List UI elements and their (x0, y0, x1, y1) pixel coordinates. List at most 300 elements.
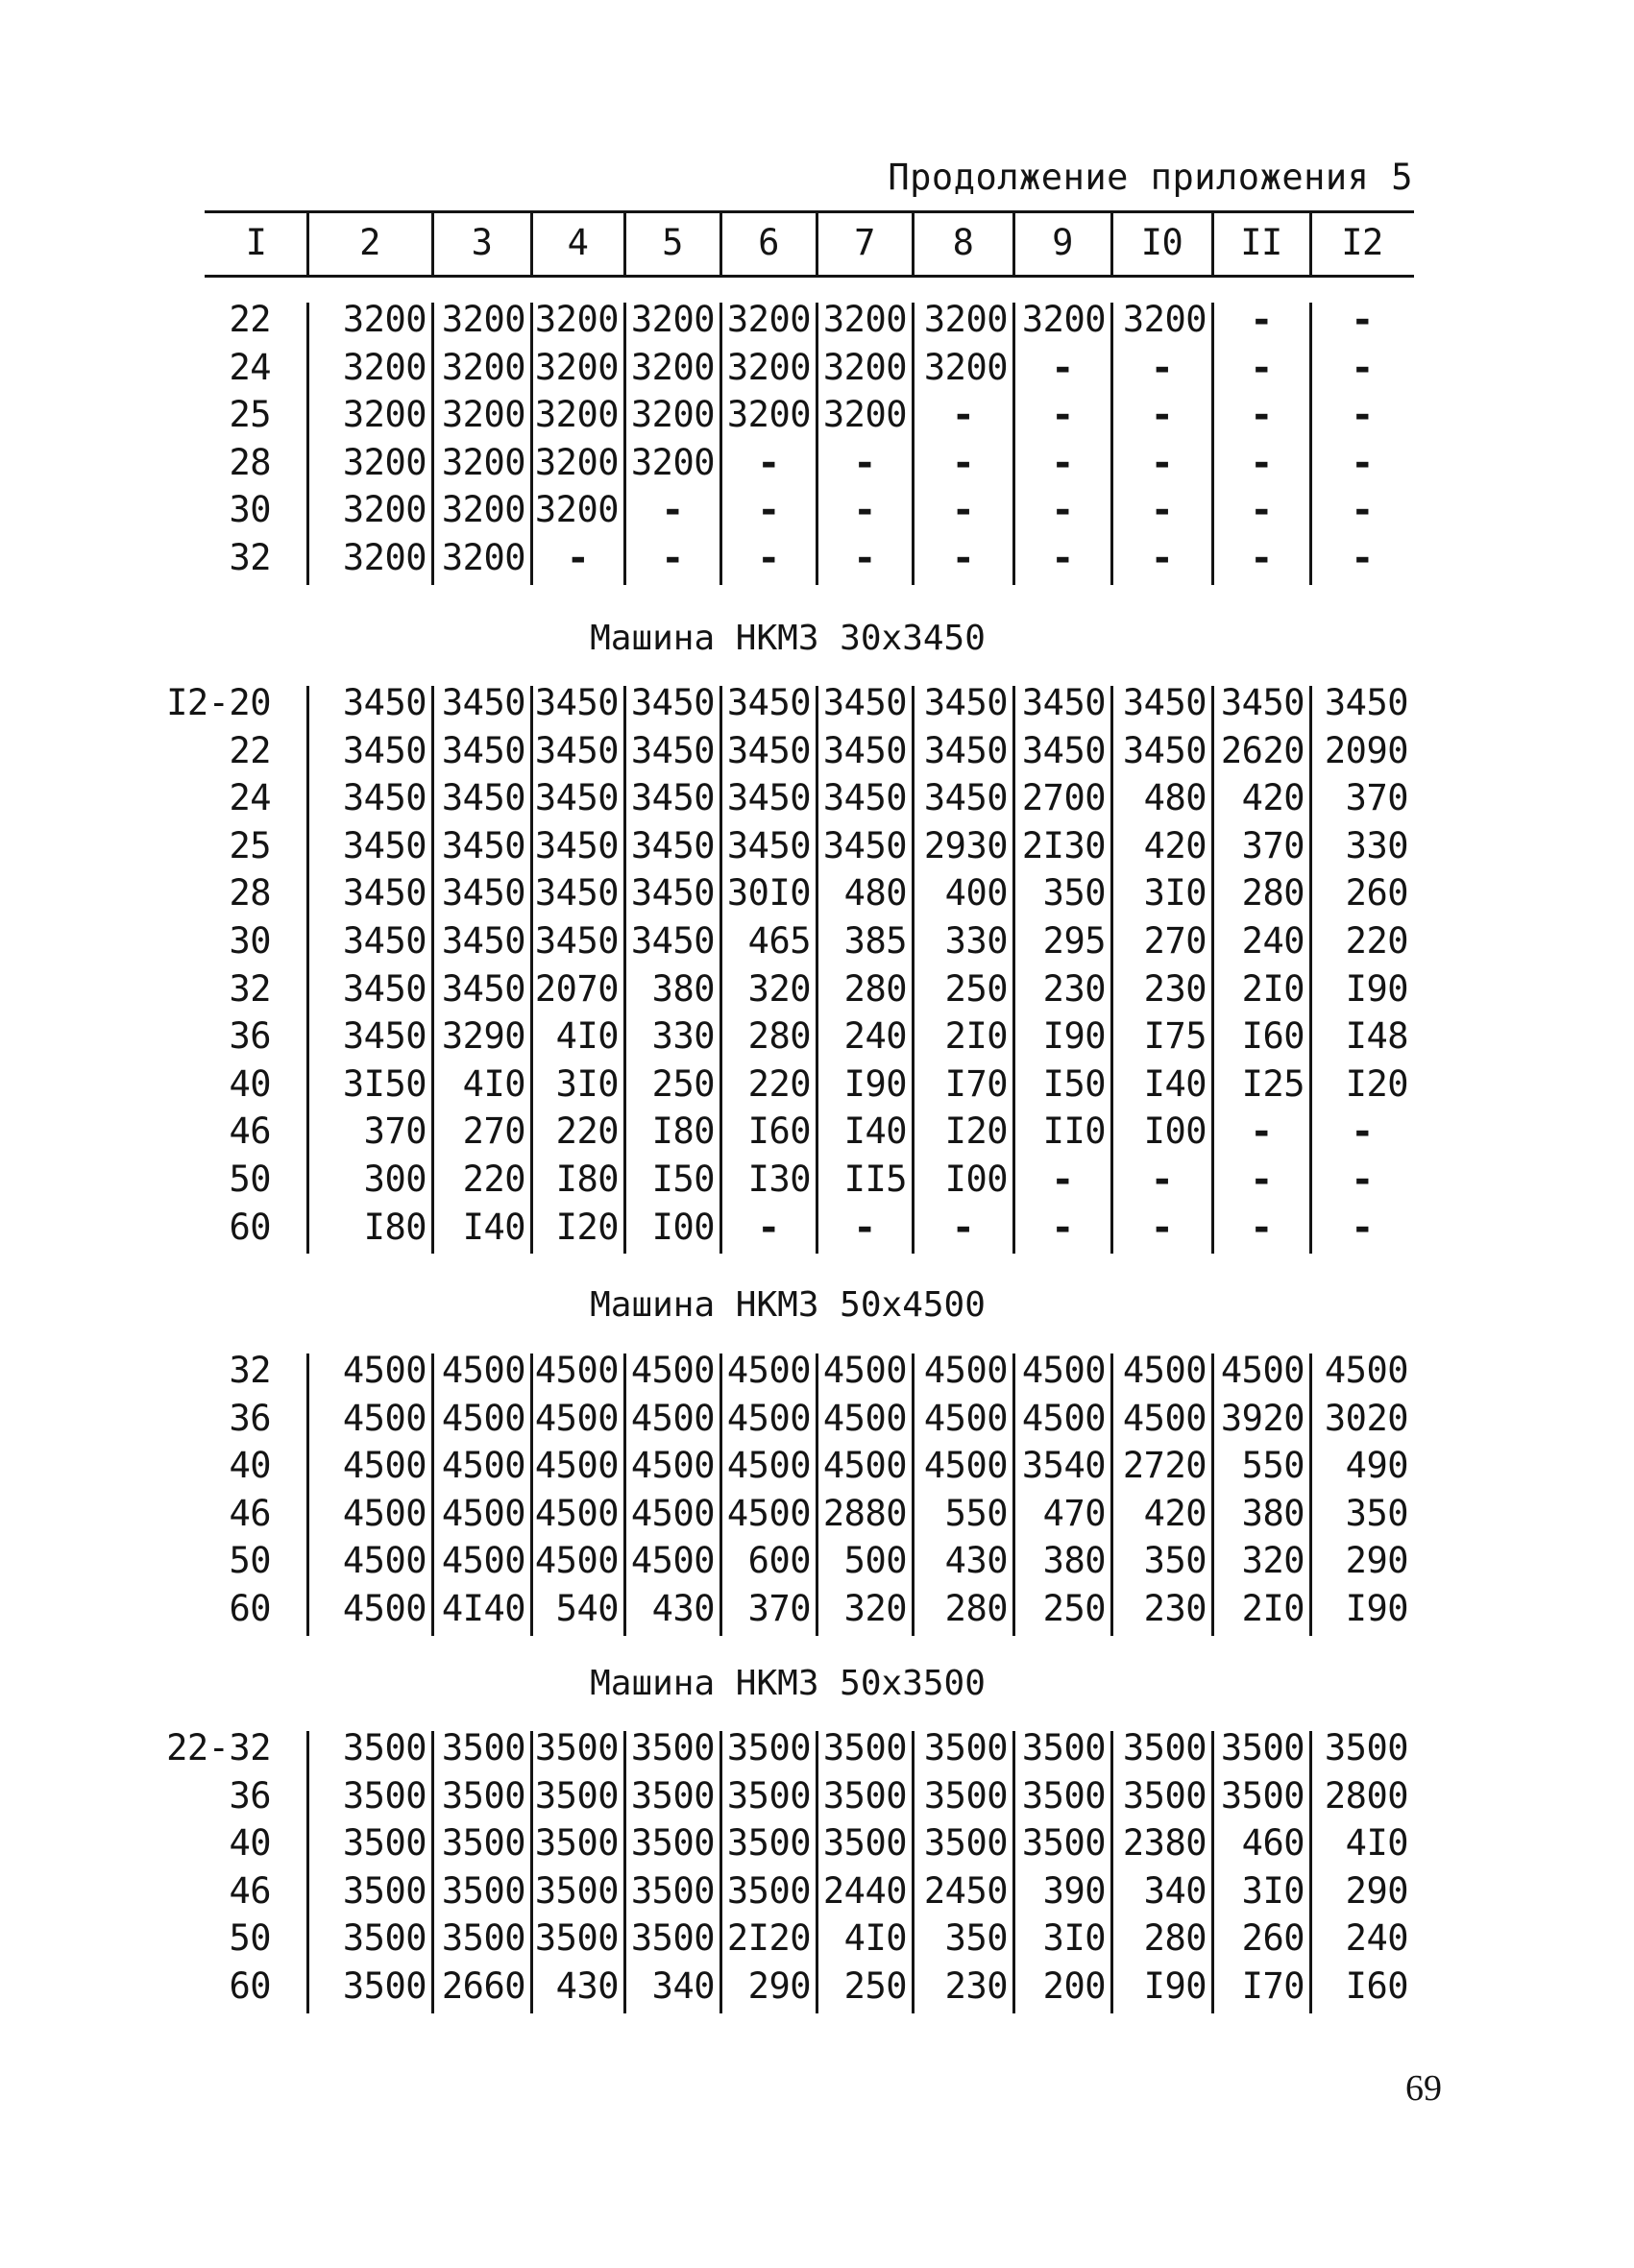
row-label: 22-32 (166, 1727, 271, 1768)
table-cell: 3500 (534, 1727, 619, 1768)
table-cell: 3500 (441, 1727, 525, 1768)
table-cell: 2720 (1122, 1445, 1207, 1487)
column-header: 4 (567, 222, 589, 263)
column-header: I (245, 222, 267, 263)
table-cell: 250 (944, 967, 1008, 1010)
table-cell: - (1351, 298, 1374, 342)
table-cell: 3I0 (555, 1062, 619, 1105)
row-label: 22 (229, 299, 271, 340)
table-cell: 3I0 (1241, 1869, 1305, 1912)
table-cell: 3450 (534, 777, 619, 819)
table-cell: - (951, 1205, 975, 1250)
table-cell: 3540 (1021, 1445, 1106, 1487)
table-cell: 3500 (342, 1917, 427, 1960)
table-cell: I20 (944, 1110, 1008, 1153)
table-cell: 220 (1345, 920, 1408, 962)
table-cell: 270 (1143, 920, 1207, 962)
row-label: 32 (229, 537, 271, 578)
table-cell: 420 (1143, 824, 1207, 866)
table-cell: - (1351, 488, 1374, 533)
table-cell: I70 (944, 1062, 1008, 1105)
table-cell: 3200 (441, 441, 525, 483)
table-cell: 280 (747, 1015, 811, 1058)
table-cell: 260 (1241, 1917, 1305, 1960)
page-number: 69 (1405, 2068, 1442, 2109)
table-cell: - (757, 440, 780, 485)
column-header: 2 (359, 222, 380, 263)
row-label: 32 (229, 1350, 271, 1391)
table-cell: 4500 (534, 1445, 619, 1487)
table-cell: 3450 (1122, 682, 1207, 723)
table-cell: 230 (944, 1965, 1008, 2007)
table-cell: 3500 (534, 1869, 619, 1912)
table-cell: 4500 (1021, 1397, 1106, 1439)
row-label: 36 (229, 1397, 271, 1439)
table-cell: 3450 (1021, 729, 1106, 771)
table-cell: I90 (1345, 1588, 1408, 1629)
table-cell: 3500 (534, 1917, 619, 1960)
table-cell: 3200 (441, 537, 525, 578)
table-cell: 330 (651, 1015, 715, 1058)
table-cell: 3450 (441, 872, 525, 915)
table-cell: 4500 (923, 1397, 1008, 1439)
table-cell: 330 (944, 920, 1008, 962)
table-cell: - (1351, 536, 1374, 580)
table-cell: - (1250, 1205, 1273, 1250)
page-heading: Продолжение приложения 5 (888, 157, 1413, 198)
table-cell: 3500 (923, 1822, 1008, 1865)
table-cell: 4500 (342, 1350, 427, 1391)
table-cell: I40 (1143, 1062, 1207, 1105)
header-column-divider (912, 213, 915, 277)
table-header-rule (205, 275, 1414, 278)
table-cell: 2380 (1122, 1822, 1207, 1865)
table-cell: 3200 (441, 394, 525, 436)
table-cell: 3020 (1324, 1397, 1408, 1439)
table-cell: 3500 (1021, 1774, 1106, 1817)
table-cell: 430 (555, 1965, 619, 2007)
table-cell: 2620 (1220, 729, 1305, 771)
table-cell: 3200 (726, 346, 811, 388)
table-cell: 3450 (534, 872, 619, 915)
table-cell: 4500 (630, 1397, 715, 1439)
table-cell: 4500 (534, 1397, 619, 1439)
table-cell: 30I0 (726, 872, 811, 915)
table-cell: 290 (747, 1965, 811, 2007)
table-cell: 3450 (342, 777, 427, 819)
table-cell: - (1250, 440, 1273, 485)
table-cell: I80 (651, 1110, 715, 1153)
table-cell: 3290 (441, 1015, 525, 1058)
table-cell: 3500 (923, 1774, 1008, 1817)
column-header: 6 (758, 222, 779, 263)
table-cell: 2450 (923, 1869, 1008, 1912)
table-cell: - (1250, 298, 1273, 342)
table-cell: 250 (651, 1062, 715, 1105)
table-cell: 3500 (342, 1822, 427, 1865)
table-cell: I90 (1345, 967, 1408, 1010)
row-label: 50 (229, 1917, 271, 1960)
column-header: 9 (1052, 222, 1073, 263)
table-cell: 4500 (441, 1350, 525, 1391)
table-cell: 3200 (441, 299, 525, 340)
table-cell: - (951, 440, 975, 485)
table-cell: I80 (363, 1206, 427, 1248)
column-header: I0 (1140, 222, 1183, 263)
table-cell: 280 (843, 967, 907, 1010)
row-label: 28 (229, 872, 271, 915)
table-cell: - (1351, 1205, 1374, 1250)
table-cell: 2I0 (1241, 967, 1305, 1010)
table-cell: - (853, 440, 876, 485)
table-cell: 4500 (726, 1397, 811, 1439)
table-cell: 200 (1042, 1965, 1106, 2007)
table-cell: 550 (1241, 1445, 1305, 1487)
table-cell: 4500 (1324, 1350, 1408, 1391)
table-cell: II0 (1042, 1110, 1106, 1153)
column-header: 8 (952, 222, 974, 263)
table-cell: 3920 (1220, 1397, 1305, 1439)
table-cell: 3200 (630, 346, 715, 388)
table-cell: - (1351, 1158, 1374, 1202)
table-cell: 3450 (630, 682, 715, 723)
table-cell: - (1150, 393, 1174, 438)
table-cell: I00 (1143, 1110, 1207, 1153)
table-cell: - (1250, 488, 1273, 533)
table-cell: 3500 (441, 1822, 525, 1865)
table-cell: - (1051, 1205, 1074, 1250)
table-cell: 3500 (630, 1774, 715, 1817)
header-column-divider (530, 213, 533, 277)
table-cell: 420 (1143, 1492, 1207, 1534)
table-cell: 600 (747, 1540, 811, 1582)
table-cell: 280 (1143, 1917, 1207, 1960)
table-cell: 4500 (822, 1445, 907, 1487)
table-cell: 2800 (1324, 1774, 1408, 1817)
row-label: 40 (229, 1062, 271, 1105)
table-cell: 4500 (1122, 1397, 1207, 1439)
table-cell: 4500 (726, 1445, 811, 1487)
table-cell: 250 (1042, 1588, 1106, 1629)
table-cell: 2090 (1324, 729, 1408, 771)
table-cell: 3I0 (1143, 872, 1207, 915)
header-column-divider (1309, 213, 1312, 277)
table-cell: 240 (1345, 1917, 1408, 1960)
table-cell: 3200 (342, 537, 427, 578)
table-cell: 350 (1345, 1492, 1408, 1534)
table-cell: 370 (1241, 824, 1305, 866)
header-column-divider (816, 213, 818, 277)
table-cell: 4500 (726, 1492, 811, 1534)
table-cell: 3200 (1021, 299, 1106, 340)
table-cell: 330 (1345, 824, 1408, 866)
table-cell: 4500 (342, 1540, 427, 1582)
table-cell: 540 (555, 1588, 619, 1629)
table-cell: - (951, 488, 975, 533)
table-cell: 3450 (923, 729, 1008, 771)
table-cell: 280 (944, 1588, 1008, 1629)
table-cell: 3200 (441, 489, 525, 531)
row-label: 30 (229, 489, 271, 531)
table-cell: 3200 (342, 346, 427, 388)
table-cell: 350 (1143, 1540, 1207, 1582)
table-cell: 4500 (342, 1445, 427, 1487)
row-label: 25 (229, 824, 271, 866)
row-label: 30 (229, 920, 271, 962)
table-cell: - (853, 488, 876, 533)
row-label: I2-20 (166, 682, 271, 723)
table-cell: 430 (651, 1588, 715, 1629)
table-cell: 4500 (441, 1540, 525, 1582)
table-cell: I25 (1241, 1062, 1305, 1105)
table-cell: 370 (1345, 777, 1408, 819)
header-column-divider (1012, 213, 1015, 277)
table-cell: I30 (747, 1158, 811, 1200)
column-header: II (1240, 222, 1282, 263)
table-cell: 3500 (1122, 1774, 1207, 1817)
table-cell: 3450 (441, 824, 525, 866)
table-cell: 290 (1345, 1540, 1408, 1582)
table-cell: 3200 (923, 346, 1008, 388)
table-cell: 295 (1042, 920, 1106, 962)
table-cell: I75 (1143, 1015, 1207, 1058)
table-cell: 3200 (441, 346, 525, 388)
table-cell: - (1351, 345, 1374, 390)
table-cell: - (1150, 345, 1174, 390)
header-column-divider (623, 213, 626, 277)
table-cell: 3450 (441, 682, 525, 723)
table-cell: 3500 (1021, 1822, 1106, 1865)
table-cell: 4500 (630, 1492, 715, 1534)
section-caption: Машина НКМЗ 50х4500 (590, 1285, 986, 1325)
table-cell: 320 (747, 967, 811, 1010)
table-cell: I90 (843, 1062, 907, 1105)
table-cell: 3500 (342, 1774, 427, 1817)
table-cell: 3200 (822, 299, 907, 340)
table-cell: 3450 (342, 920, 427, 962)
table-cell: 2700 (1021, 777, 1106, 819)
table-cell: 4500 (342, 1397, 427, 1439)
table-cell: - (1250, 1110, 1273, 1155)
table-cell: 4I40 (441, 1588, 525, 1629)
table-cell: I20 (1345, 1062, 1408, 1105)
table-cell: 3I50 (342, 1062, 427, 1105)
table-cell: 380 (1042, 1540, 1106, 1582)
table-cell: 340 (651, 1965, 715, 2007)
table-cell: 3500 (1220, 1727, 1305, 1768)
column-header: I2 (1341, 222, 1383, 263)
table-cell: 3500 (342, 1965, 427, 2007)
table-cell: 4I0 (1345, 1822, 1408, 1865)
table-cell: 3500 (534, 1774, 619, 1817)
table-cell: 3450 (726, 729, 811, 771)
table-cell: I40 (843, 1110, 907, 1153)
table-cell: 4500 (534, 1492, 619, 1534)
row-label: 60 (229, 1588, 271, 1629)
table-cell: I70 (1241, 1965, 1305, 2007)
table-cell: - (757, 488, 780, 533)
table-cell: 3450 (342, 872, 427, 915)
table-cell: - (1250, 345, 1273, 390)
table-cell: 4500 (822, 1350, 907, 1391)
table-cell: 2I0 (944, 1015, 1008, 1058)
table-cell: 3500 (1021, 1727, 1106, 1768)
header-column-divider (719, 213, 722, 277)
table-cell: 3200 (822, 394, 907, 436)
table-cell: 2070 (534, 967, 619, 1010)
table-cell: 3200 (534, 394, 619, 436)
table-cell: 3500 (726, 1727, 811, 1768)
header-column-divider (306, 213, 309, 277)
table-cell: 3450 (441, 967, 525, 1010)
table-cell: 3450 (441, 777, 525, 819)
table-cell: 370 (363, 1110, 427, 1153)
table-cell: 370 (747, 1588, 811, 1629)
table-cell: - (661, 536, 684, 580)
table-cell: 3200 (534, 441, 619, 483)
table-cell: 4500 (630, 1350, 715, 1391)
table-cell: 3450 (822, 682, 907, 723)
table-cell: 4500 (923, 1350, 1008, 1391)
row-label: 50 (229, 1540, 271, 1582)
table-cell: 320 (1241, 1540, 1305, 1582)
row-label: 46 (229, 1869, 271, 1912)
table-cell: - (1250, 393, 1273, 438)
table-cell: 3450 (342, 824, 427, 866)
table-cell: 220 (462, 1158, 525, 1200)
table-cell: 4I0 (462, 1062, 525, 1105)
table-cell: 240 (1241, 920, 1305, 962)
table-cell: I80 (555, 1158, 619, 1200)
table-cell: I48 (1345, 1015, 1408, 1058)
table-cell: 3500 (1220, 1774, 1305, 1817)
table-cell: I60 (747, 1110, 811, 1153)
table-cell: 3200 (630, 299, 715, 340)
row-label: 50 (229, 1158, 271, 1200)
table-cell: 4500 (534, 1350, 619, 1391)
table-cell: 340 (1143, 1869, 1207, 1912)
table-cell: 3450 (630, 824, 715, 866)
table-cell: 3500 (1324, 1727, 1408, 1768)
table-cell: 460 (1241, 1822, 1305, 1865)
column-header: 7 (854, 222, 875, 263)
table-cell: 4500 (534, 1540, 619, 1582)
table-cell: 320 (843, 1588, 907, 1629)
table-cell: 4500 (342, 1492, 427, 1534)
table-cell: 400 (944, 872, 1008, 915)
table-cell: 3450 (726, 682, 811, 723)
table-cell: - (1250, 1158, 1273, 1202)
table-cell: 4500 (822, 1397, 907, 1439)
table-cell: 3450 (1122, 729, 1207, 771)
table-cell: 3200 (822, 346, 907, 388)
row-label: 36 (229, 1015, 271, 1058)
table-cell: 220 (747, 1062, 811, 1105)
table-cell: 3450 (923, 777, 1008, 819)
table-cell: 490 (1345, 1445, 1408, 1487)
table-cell: 3200 (630, 394, 715, 436)
table-cell: - (757, 536, 780, 580)
table-cell: - (1351, 1110, 1374, 1155)
table-cell: 3200 (726, 299, 811, 340)
table-cell: 280 (1241, 872, 1305, 915)
table-cell: 3450 (441, 920, 525, 962)
row-label: 24 (229, 777, 271, 819)
table-cell: 3450 (342, 967, 427, 1010)
table-cell: 3450 (630, 729, 715, 771)
table-cell: 3200 (342, 441, 427, 483)
row-label: 40 (229, 1445, 271, 1487)
table-cell: - (1051, 488, 1074, 533)
table-cell: 3500 (630, 1822, 715, 1865)
table-cell: I00 (944, 1158, 1008, 1200)
table-cell: 3200 (534, 299, 619, 340)
table-cell: - (1150, 1205, 1174, 1250)
table-cell: 3500 (630, 1917, 715, 1960)
table-cell: 385 (843, 920, 907, 962)
table-cell: 3450 (534, 920, 619, 962)
table-cell: 4500 (441, 1492, 525, 1534)
table-cell: 3500 (441, 1869, 525, 1912)
table-cell: - (951, 536, 975, 580)
row-label: 25 (229, 394, 271, 436)
table-cell: 3450 (630, 872, 715, 915)
table-cell: 3200 (342, 394, 427, 436)
section-caption: Машина НКМЗ 50х3500 (590, 1664, 986, 1703)
table-cell: 480 (843, 872, 907, 915)
table-cell: 480 (1143, 777, 1207, 819)
table-cell: 240 (843, 1015, 907, 1058)
table-cell: 3500 (726, 1774, 811, 1817)
table-cell: 220 (555, 1110, 619, 1153)
table-cell: 3450 (1021, 682, 1106, 723)
table-cell: 4500 (923, 1445, 1008, 1487)
table-cell: 3450 (822, 824, 907, 866)
table-cell: 2880 (822, 1492, 907, 1534)
table-cell: 2I30 (1021, 824, 1106, 866)
table-cell: 250 (843, 1965, 907, 2007)
table-cell: - (853, 1205, 876, 1250)
table-cell: - (757, 1205, 780, 1250)
table-cell: 3450 (534, 824, 619, 866)
table-cell: 3500 (342, 1869, 427, 1912)
table-cell: 260 (1345, 872, 1408, 915)
table-cell: 3450 (534, 729, 619, 771)
table-cell: 3I0 (1042, 1917, 1106, 1960)
table-cell: I50 (651, 1158, 715, 1200)
row-label: 46 (229, 1492, 271, 1534)
table-cell: 3450 (1324, 682, 1408, 723)
table-cell: 4500 (441, 1445, 525, 1487)
table-cell: 2I0 (1241, 1588, 1305, 1629)
row-label: 24 (229, 346, 271, 388)
table-cell: I20 (555, 1206, 619, 1248)
table-cell: 2660 (441, 1965, 525, 2007)
column-header: 5 (662, 222, 683, 263)
table-cell: 2930 (923, 824, 1008, 866)
table-cell: 3500 (441, 1917, 525, 1960)
table-cell: I60 (1345, 1965, 1408, 2007)
table-cell: 350 (944, 1917, 1008, 1960)
row-label: 46 (229, 1110, 271, 1153)
row-label: 60 (229, 1206, 271, 1248)
table-cell: 4500 (441, 1397, 525, 1439)
table-cell: 3450 (1220, 682, 1305, 723)
row-label: 32 (229, 967, 271, 1010)
row-label: 36 (229, 1774, 271, 1817)
table-cell: 3200 (726, 394, 811, 436)
table-cell: - (1351, 393, 1374, 438)
